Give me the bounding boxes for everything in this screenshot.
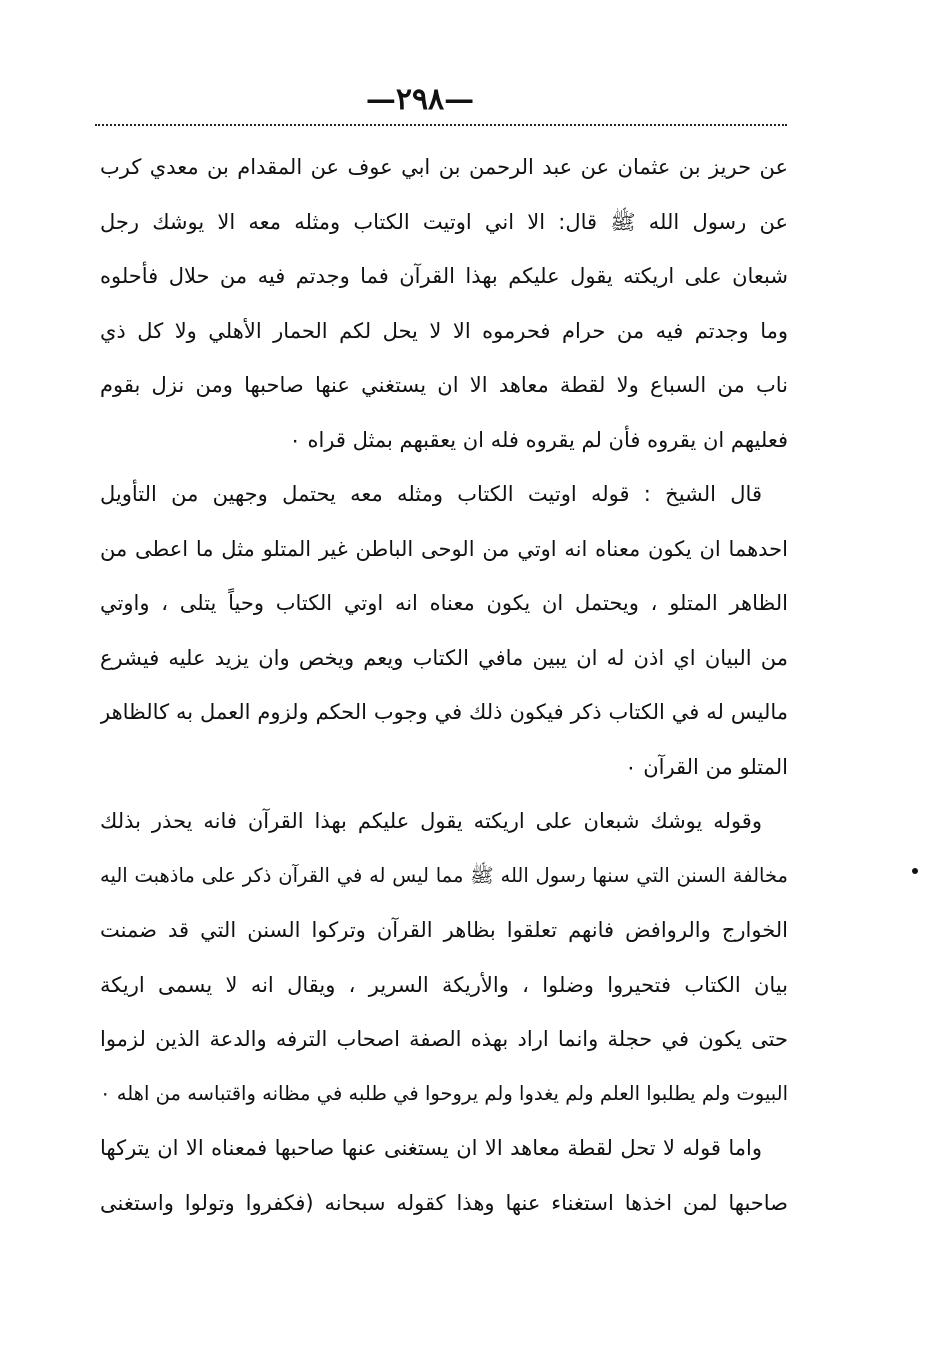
text-line: عن حريز بن عثمان عن عبد الرحمن بن ابي عوف عن المقدام بن معدي كرب [100,155,788,179]
text-line: من البيان اي اذن له ان يبين مافي الكتاب ويعم ويخص وان يزيد عليه فيشرع [100,645,788,670]
text-line: ماليس له في الكتاب ذكر فيكون ذلك في وجوب الحكم ولزوم العمل به كالظاهر [100,700,788,724]
text-line: وقوله يوشك شبعان على اريكته يقول عليكم بهذا القرآن فانه يحذر بذلك [100,809,762,833]
text-line: قال الشيخ : قوله اوتيت الكتاب ومثله معه يحتمل وجهين من التأويل [100,482,762,506]
text-line: صاحبها لمن اخذها استغناء عنها وهذا كقوله سبحانه (فكفروا وتولوا واستغنى [100,1190,788,1215]
text-line: مخالفة السنن التي سنها رسول الله ﷺ مما ليس له في القرآن ذكر على ماذهبت اليه [100,863,788,887]
margin-dot [912,868,918,874]
body-text [100,140,788,1230]
text-line: المتلو من القرآن ٠ [625,754,788,779]
text-line: ناب من السباع ولا لقطة معاهد الا ان يستغني عنها صاحبها ومن نزل بقوم [100,373,788,397]
header-divider [95,124,787,126]
text-line: واما قوله لا تحل لقطة معاهد الا ان يستغنى عنها صاحبها فمعناه الا ان يتركها [100,1136,762,1160]
text-line: وما وجدتم فيه من حرام فحرموه الا لا يحل لكم الحمار الأهلي ولا كل ذي [100,318,788,343]
text-line: شبعان على اريكته يقول عليكم بهذا القرآن فما وجدتم فيه من حلال فأحلوه [100,264,788,288]
text-line: عن رسول الله ﷺ قال: الا اني اوتيت الكتاب ومثله معه الا يوشك رجل [100,209,788,234]
text-line: بيان الكتاب فتحيروا وضلوا ، والأريكة السرير ، ويقال انه لا يسمى اريكة [100,972,788,997]
text-line: الخوارج والروافض فانهم تعلقوا بظاهر القرآن وتركوا السنن التي قد ضمنت [100,918,788,942]
text-line: الظاهر المتلو ، ويحتمل ان يكون معناه انه اوتي الكتاب وحياً يتلى ، واوتي [100,591,788,615]
text-line: حتى يكون في حجلة وانما اراد بهذه الصفة اصحاب الترفه والدعة الذين لزموا [100,1027,788,1051]
page-number: —٢٩٨— [365,82,475,117]
text-line: احدهما ان يكون معناه انه اوتي من الوحى الباطن غير المتلو مثل ما اعطى من [100,536,788,561]
text-line: فعليهم ان يقروه فأن لم يقروه فله ان يعقبهم بمثل قراه ٠ [289,427,788,452]
text-line: البيوت ولم يطلبوا العلم ولم يغدوا ولم يروحوا في طلبه في مظانه واقتباسه من اهله ٠ [100,1081,788,1105]
